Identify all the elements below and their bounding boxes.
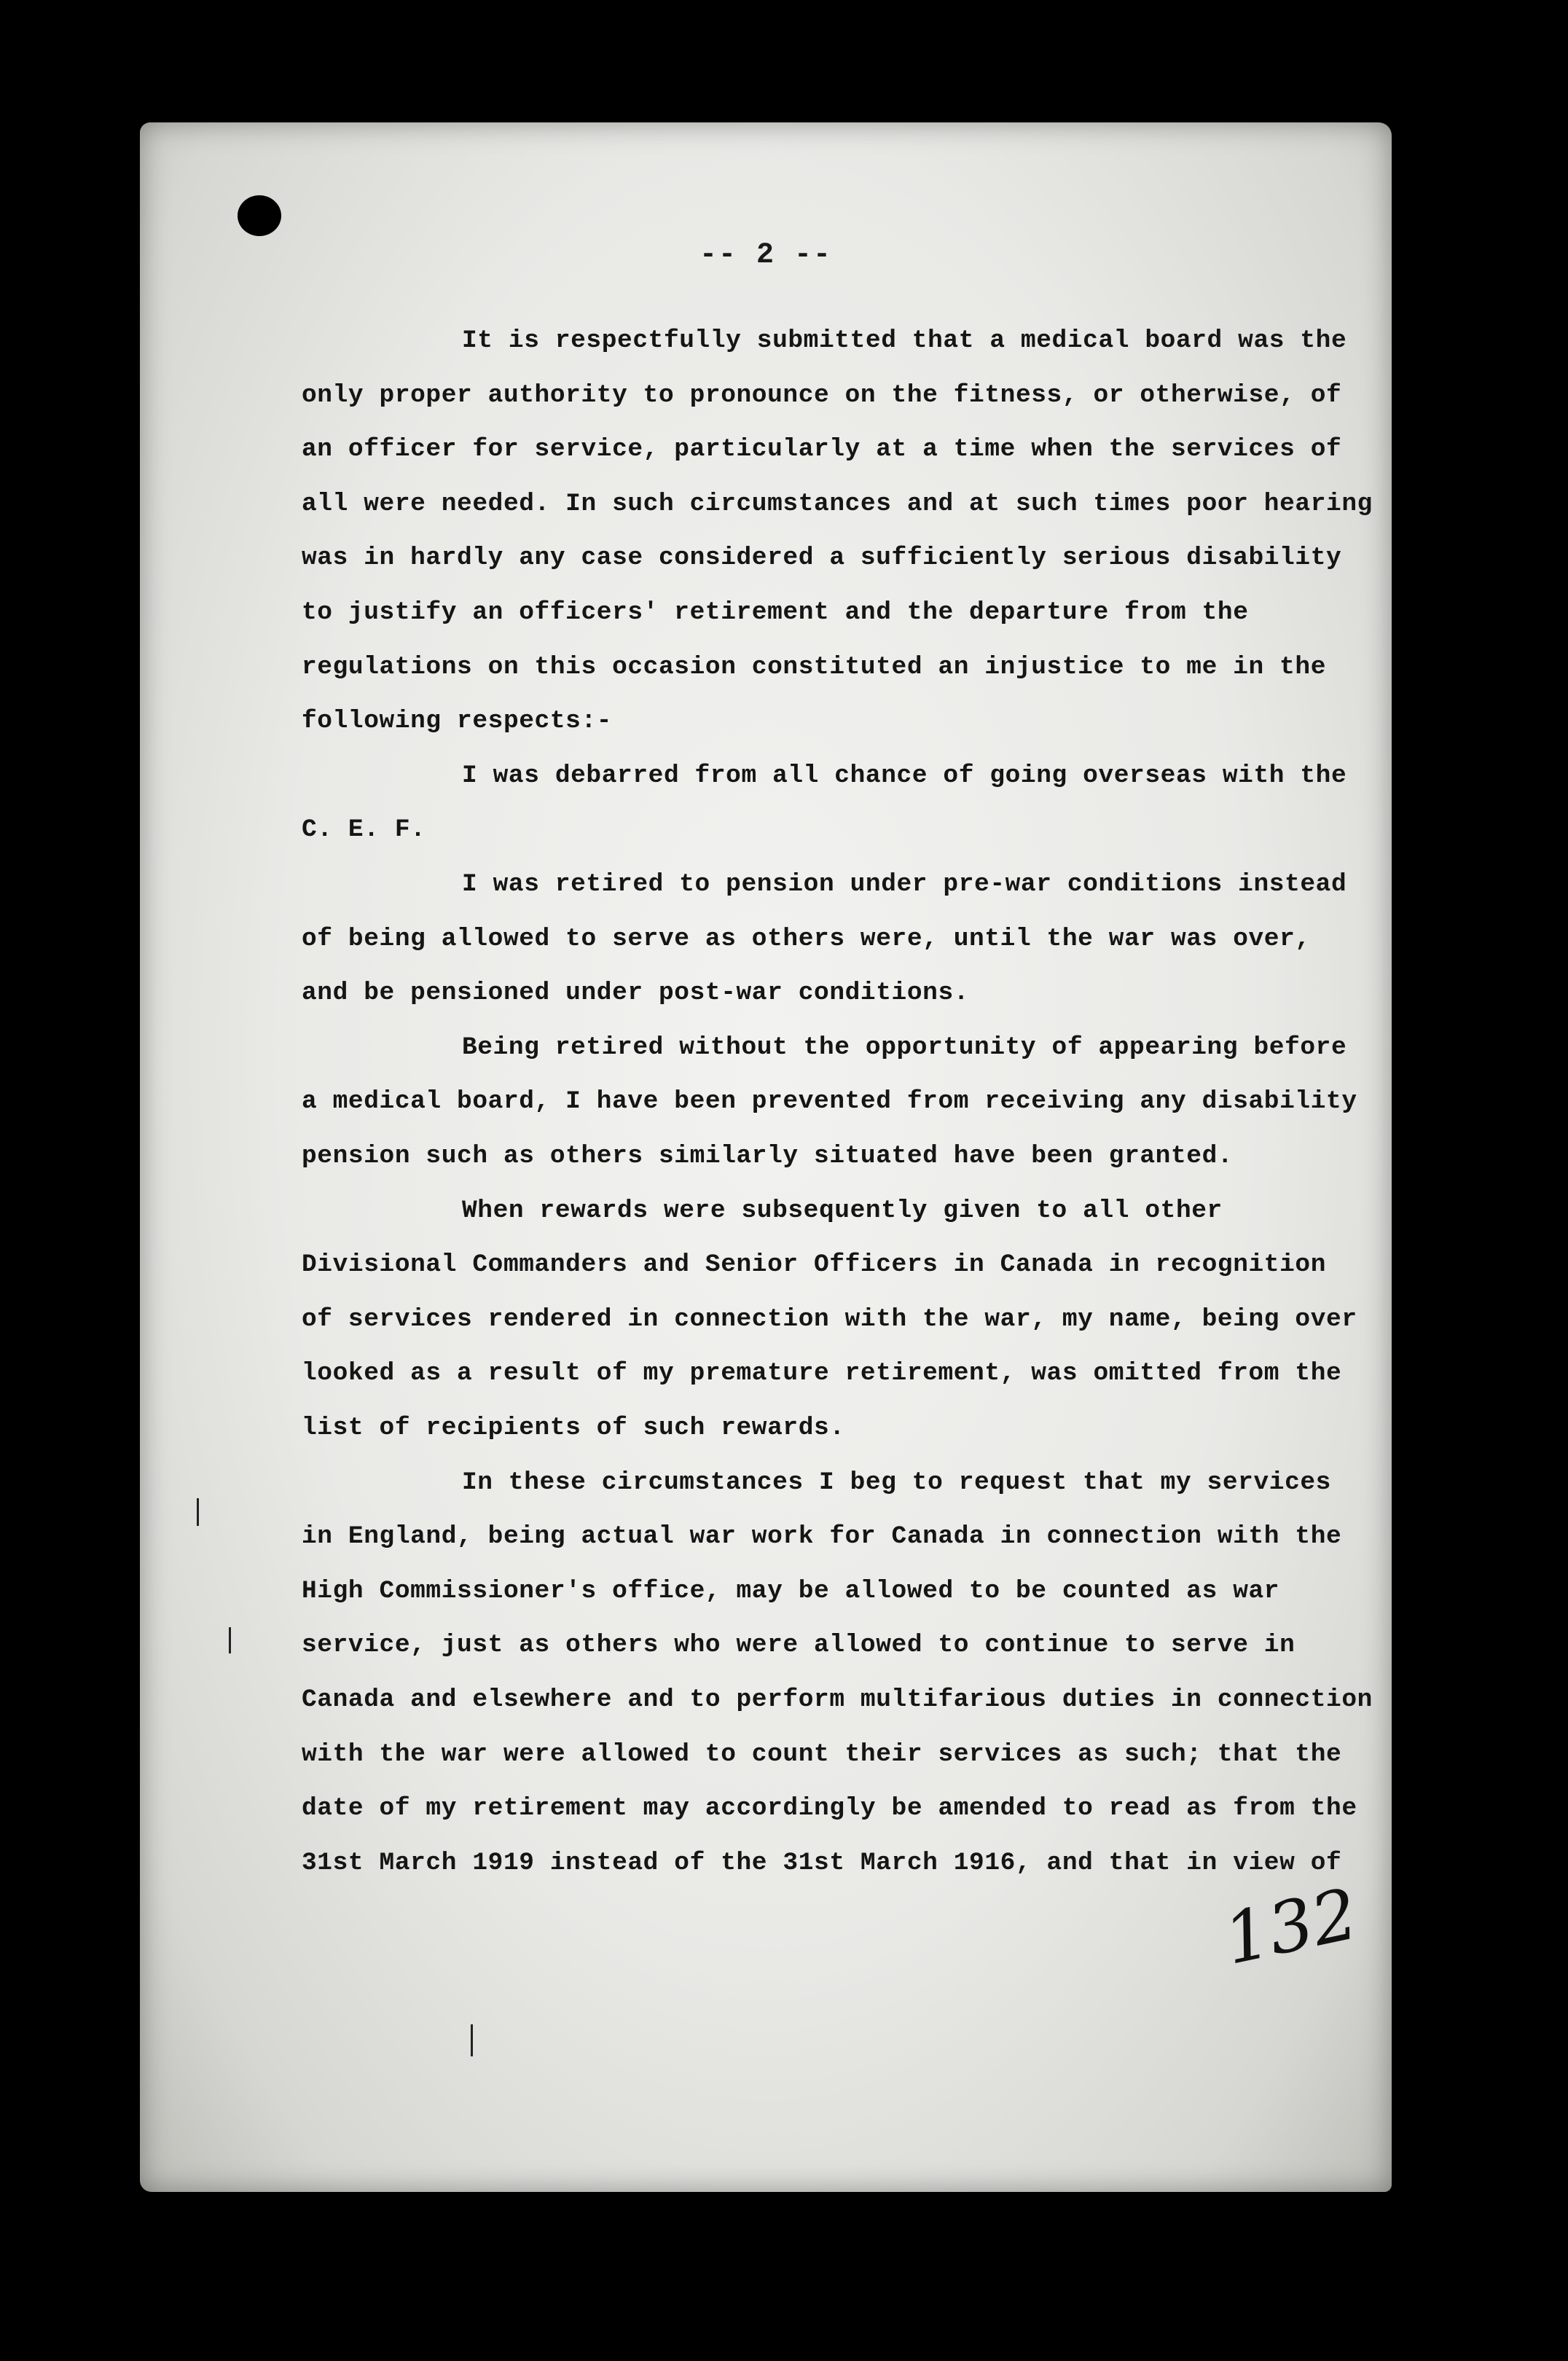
text-line: High Commissioner's office, may be allowed to be counted as war (302, 1577, 1280, 1605)
text-line: In these circumstances I beg to request that my services (462, 1468, 1331, 1497)
text-line: was in hardly any case considered a sufficiently serious disability (302, 544, 1342, 572)
margin-mark (471, 2024, 473, 2056)
text-line: all were needed. In such circumstances and at such times poor hearing (302, 490, 1373, 518)
text-line: following respects:- (302, 707, 613, 735)
text-line: of services rendered in connection with the war, my name, being over (302, 1305, 1357, 1334)
text-line: in England, being actual war work for Canada in connection with the (302, 1522, 1342, 1551)
text-line: regulations on this occasion constituted an injustice to me in the (302, 653, 1327, 681)
text-line: a medical board, I have been prevented from receiving any disability (302, 1087, 1357, 1116)
text-line: looked as a result of my premature retirement, was omitted from the (302, 1359, 1342, 1387)
text-line: and be pensioned under post-war conditions. (302, 979, 970, 1007)
document-page (140, 122, 1392, 2192)
text-line: Canada and elsewhere and to perform multifarious duties in connection (302, 1685, 1373, 1714)
margin-mark (197, 1498, 199, 1526)
text-line: pension such as others similarly situated have been granted. (302, 1142, 1234, 1170)
text-line: I was retired to pension under pre-war conditions instead (462, 870, 1347, 898)
text-line: When rewards were subsequently given to all other (462, 1197, 1223, 1225)
text-line: to justify an officers' retirement and the departure from the (302, 598, 1249, 627)
text-line: 31st March 1919 instead of the 31st March 1916, and that in view of (302, 1849, 1342, 1877)
text-line: Divisional Commanders and Senior Officers in Canada in recognition (302, 1250, 1327, 1279)
text-line: service, just as others who were allowed to continue to serve in (302, 1631, 1295, 1659)
text-line: with the war were allowed to count their services as such; that the (302, 1740, 1342, 1769)
handwritten-folio-number: 132 (1217, 1873, 1365, 1981)
punch-hole (238, 195, 281, 236)
text-line: of being allowed to serve as others were, until the war was over, (302, 925, 1311, 953)
text-line: C. E. F. (302, 815, 426, 844)
text-line: list of recipients of such rewards. (302, 1414, 845, 1442)
text-line: only proper authority to pronounce on the fitness, or otherwise, of (302, 381, 1342, 410)
text-line: Being retired without the opportunity of appearing before (462, 1033, 1347, 1062)
text-line: an officer for service, particularly at a time when the services of (302, 435, 1342, 463)
text-line: date of my retirement may accordingly be amended to read as from the (302, 1794, 1357, 1822)
margin-mark (229, 1627, 231, 1653)
page-number: -- 2 -- (699, 239, 833, 272)
text-line: It is respectfully submitted that a medical board was the (462, 326, 1347, 355)
text-line: I was debarred from all chance of going overseas with the (462, 761, 1347, 790)
